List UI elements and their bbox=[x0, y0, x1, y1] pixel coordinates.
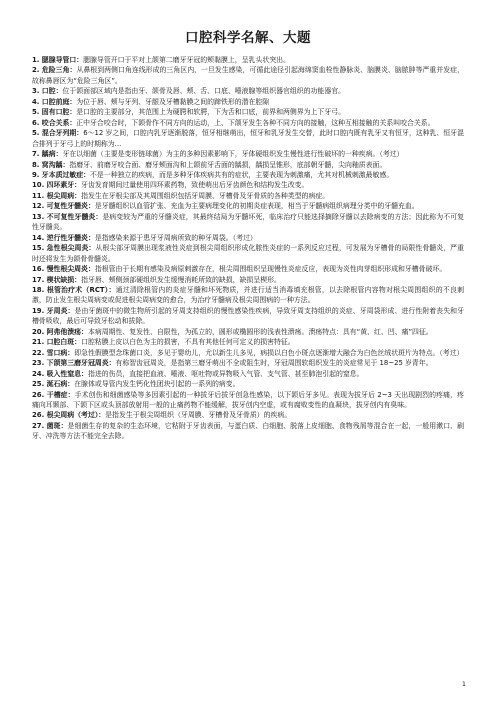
definition-entry bbox=[32, 264, 464, 274]
definition-entry bbox=[32, 285, 464, 306]
entry-definition: 是病变较为严重的牙髓炎症，其最终结局为牙髓坏死，临床治疗只能选择摘除牙髓以去除病变的方法；因此称为不可复性牙髓炎。 bbox=[32, 212, 464, 232]
entry-term: 15. 急性根尖周炎： bbox=[32, 244, 96, 253]
entry-definition: 指根管由于长期有感染及病原刺激存在，根尖周围组织呈现慢性炎症反应，表现为炎性肉芽组织形成和牙槽骨破坏。 bbox=[94, 265, 447, 274]
entry-term: 6. 咬合关系： bbox=[32, 118, 77, 127]
definition-entry bbox=[32, 275, 464, 285]
entry-definition: 位于颌面部区域内是指由牙、颌骨及唇、颊、舌、口底、唾液腺等组织器官组织的功能器官。 bbox=[62, 87, 345, 96]
entry-definition: 指磨牙、前磨牙咬合面、磨牙颊面沟和上颌前牙舌面的龋损，龋损呈锥形，底部朝牙髓，尖向釉质表面。 bbox=[69, 160, 387, 169]
definition-entry bbox=[32, 369, 464, 379]
definition-entry bbox=[32, 160, 464, 170]
entry-term: 2. 危险三角： bbox=[32, 66, 77, 75]
entry-term: 7. 龋病： bbox=[32, 150, 63, 159]
definition-entry bbox=[32, 149, 464, 159]
entry-definition: 牙在以细菌（主要是变形链球菌）为主的多种因素影响下，牙体硬组织发生慢性进行性破坏的一种疾病。（考过） bbox=[62, 150, 404, 159]
definition-entry bbox=[32, 390, 464, 411]
entry-definition: 为位于唇、颊与牙列、牙龈及牙槽黏膜之间的蹄铁形的潜在腔隙 bbox=[76, 97, 270, 106]
entry-term: 9. 牙本质过敏症： bbox=[32, 170, 91, 179]
definition-entry bbox=[32, 118, 464, 128]
page-title: 口腔科学名解、大题 bbox=[185, 30, 311, 46]
entry-term: 26. 根尖周病（考过）： bbox=[32, 411, 106, 420]
definition-entry bbox=[32, 421, 464, 442]
entry-definition: 在腺体或导管内发生钙化性团块引起的一系列的病变。 bbox=[74, 380, 240, 389]
entry-definition: 通过清除根管内的炎症牙髓和坏死物质，并进行适当消毒填充根管，以去除根管内容物对根尖周围组织的不良刺激，防止发生根尖周病变或促进根尖周病变的愈合，为治疗牙髓病及根尖周围病的一种方法。 bbox=[32, 285, 465, 305]
definition-entry bbox=[32, 358, 464, 368]
entry-term: 8. 窝沟龋： bbox=[32, 160, 70, 169]
definition-entry bbox=[32, 191, 464, 201]
entry-term: 19. 牙周炎： bbox=[32, 306, 75, 315]
entry-definition: 牙齿发育期间过量使用四环素药物，致使萌出后牙齿颜色和结构发生改变。 bbox=[81, 181, 309, 190]
definition-entry bbox=[32, 379, 464, 389]
entry-term: 21. 口腔白斑： bbox=[32, 338, 82, 347]
entry-definition: 正中牙合咬合时，下颌骨作不同方向的运动，上、下颌牙发生各种不同方向的接触，这种互相接触的关系叫咬合关系。 bbox=[76, 118, 435, 127]
definition-entry bbox=[32, 233, 464, 243]
definition-entry bbox=[32, 212, 464, 233]
entry-definition: 是指感染来源于患牙牙周病所致的种牙周袋。（考过） bbox=[94, 233, 257, 242]
entry-definition: 指发生在牙根尖部及其周围组织包括牙周膜、牙槽骨及牙骨质的各种类型的病症。 bbox=[81, 191, 330, 200]
entry-definition: 指进的伤员，直接把血液、唾液、呕吐物或异物吸入气管、支气管、甚至肺泡引起的窒息。 bbox=[87, 369, 364, 378]
entry-term: 26. 干槽症： bbox=[32, 390, 75, 399]
entry-term: 14. 逆行性牙髓炎： bbox=[32, 233, 95, 242]
definition-entry bbox=[32, 86, 464, 96]
definition-entry bbox=[32, 348, 464, 358]
entry-definition: 即急性假膜型念珠菌口炎，多见于婴幼儿，尤以新生儿多见，病损以白色小斑点逐渐增大融合为白色丝绒状斑片为特点。（考过） bbox=[74, 348, 464, 357]
definitions-list bbox=[32, 55, 464, 442]
definition-entry bbox=[32, 201, 464, 211]
entry-definition: 是牙髓组织以血管扩张、充血为主要病理变化的初期炎症表现，相当于牙髓病组织病理分类中的牙髓充血。 bbox=[94, 202, 419, 211]
entry-definition: 从鼻根到两侧口角连线形成的三角区内，一旦发生感染，可循此途径引起海绵窦血栓性静脉炎、脑膜炎、脑脓肿等严重并发症，故称鼻唇区为“危险三角区”。 bbox=[32, 66, 464, 85]
entry-term: 24. 吸入性窒息： bbox=[32, 369, 88, 378]
entry-definition: 指牙唇、颊侧颈部硬组织发生缓慢消耗所致的缺损，缺损呈楔形。 bbox=[81, 275, 281, 284]
entry-definition: 有称智齿冠周炎，是指第三磨牙萌出不全或阻生时，牙冠周围软组织发生的炎症常见于 18~25 岁青年。 bbox=[115, 359, 433, 368]
entry-term: 27. 菌斑： bbox=[32, 421, 68, 430]
definition-entry bbox=[32, 306, 464, 327]
entry-term: 23. 下颌第三磨牙冠周炎： bbox=[32, 359, 116, 368]
entry-definition: 从根尖部牙周膜出现浆液性炎症到根尖周组织形成化脓性炎症的一系列反应过程，可发展为牙槽骨的局限性骨髓炎，严重时还将发生为颌骨骨髓炎。 bbox=[32, 244, 464, 263]
definition-entry bbox=[32, 128, 464, 149]
entry-term: 16. 慢性根尖周炎： bbox=[32, 265, 95, 274]
definition-entry bbox=[32, 243, 464, 264]
entry-term: 22. 雪口病： bbox=[32, 348, 75, 357]
definition-entry bbox=[32, 107, 464, 117]
entry-term: 1. 腮腺导管口： bbox=[32, 56, 84, 64]
entry-definition: 是指发生于根尖周组织（牙周膜、牙槽骨及牙骨质）的疾病。 bbox=[105, 411, 292, 420]
definition-entry bbox=[32, 97, 464, 107]
entry-definition: 是口腔的主要部分，其范围上为硬腭和软腭，下为舌和口底，前界和两侧界为上下牙弓。 bbox=[76, 108, 345, 117]
entry-term: 13. 不可复性牙髓炎： bbox=[32, 212, 103, 221]
definition-entry bbox=[32, 180, 464, 190]
entry-term: 20. 阿弗他溃疡： bbox=[32, 327, 88, 336]
page-number: 1 bbox=[461, 680, 466, 688]
definition-entry bbox=[32, 327, 464, 337]
entry-definition: 本病周期性、复发性、自限性，为孤立的，圆形或椭圆形的浅表性溃疡。溃疡特点：具有“黄、红、凹、痛”四征。 bbox=[87, 327, 433, 336]
entry-definition: 6～12 岁之间，口腔内乳牙逐渐脱落，恒牙相继萌出，恒牙和乳牙发生交替，此时口腔内既有乳牙又有恒牙，这种乳、恒牙混合排列于牙弓上的时期称为... bbox=[32, 129, 465, 148]
entry-definition: 是由牙菌斑中的微生物所引起的牙周支持组织的慢性感染性疾病，导致牙周支持组织的炎症、牙周袋形成、进行性附着丧失和牙槽骨吸收，最后可导致牙松动和拔除。 bbox=[32, 306, 464, 326]
entry-term: 12. 可复性牙髓炎： bbox=[32, 202, 95, 211]
entry-term: 25. 涎石病： bbox=[32, 380, 75, 389]
entry-definition: 不是一种独立的疾病，而是多种牙体疾病共有的症状，主要表现为刺激痛，尤其对机械刺激最敏感。 bbox=[90, 170, 394, 179]
entry-definition: 是细菌生存的复杂的生态环境，它粘附于牙齿表面，与蛋白质、白细胞、脱落上皮细胞、食物残屑等混合在一起，一般用漱口、刷牙、冲洗等方法不能完全去除。 bbox=[32, 421, 464, 441]
entry-term: 10. 四环素牙： bbox=[32, 181, 82, 190]
entry-term: 5. 固有口腔： bbox=[32, 108, 77, 117]
entry-definition: 手术创伤和细菌感染等多因素引起的一种拔牙后拔牙创急性感染，以下颌后牙多见。表现为拔牙后 2~3 天出现剧烈的疼痛，疼痛向耳颞部、下颌下区或头顶部放射用一般的止痛药物不能缓解，拔牙创内空虚，或有腐败变性的血凝块，拔牙创内有臭味。 bbox=[32, 390, 464, 409]
entry-definition: 口腔粘膜上皮以白色为主的损害，不具有其他任何可定义的损害特征。 bbox=[81, 338, 295, 347]
entry-definition: 腮腺导管开口于平对上颌第二磨牙牙冠的颊黏膜上，呈乳头状突出。 bbox=[83, 56, 290, 64]
definition-entry bbox=[32, 410, 464, 420]
entry-term: 18. 根管治疗术（RCT）： bbox=[32, 285, 116, 294]
entry-term: 4. 口腔前庭： bbox=[32, 97, 77, 106]
entry-term: 5. 混合牙列期： bbox=[32, 129, 84, 138]
entry-term: 17. 楔状缺损： bbox=[32, 275, 82, 284]
entry-term: 11. 根尖周病： bbox=[32, 191, 82, 200]
definition-entry bbox=[32, 65, 464, 86]
entry-term: 3. 口腔： bbox=[32, 87, 63, 96]
definition-entry bbox=[32, 337, 464, 347]
definition-entry bbox=[32, 170, 464, 180]
definition-entry bbox=[32, 55, 464, 65]
